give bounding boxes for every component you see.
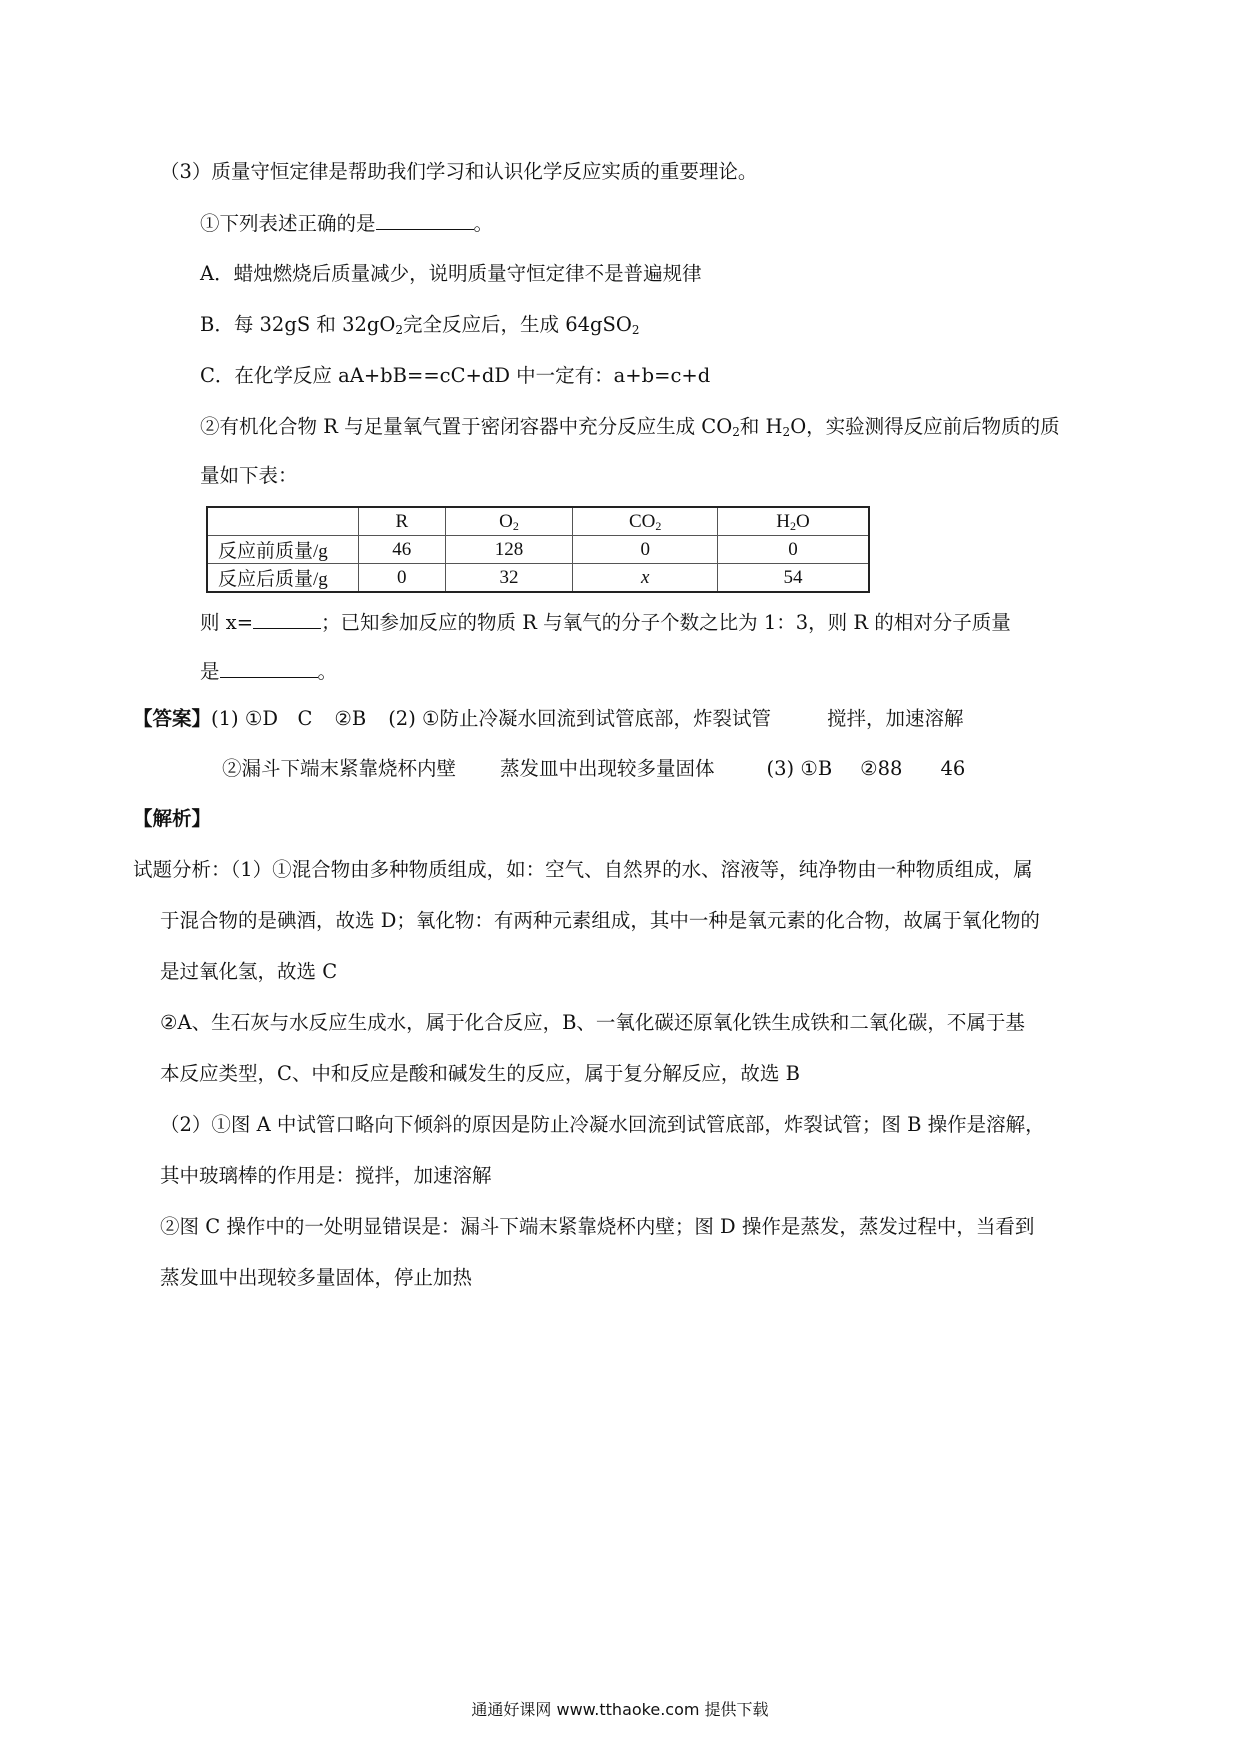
answer-part-6: 蒸发皿中出现较多量固体 [500,757,715,780]
sub2-text-2: 和 H [739,415,783,438]
cell-r-before: 46 [359,536,446,564]
analysis-line: 蒸发皿中出现较多量固体，停止加热 [160,1266,473,1289]
sub1-prompt-end: 。 [473,212,494,235]
option-b-text-1: B．每 32gS 和 32gO [200,313,396,336]
mass-table [206,506,870,593]
answer-blank-1 [376,209,474,230]
sub2-text-1: ②有机化合物 R 与足量氧气置于密闭容器中充分反应生成 CO [200,415,733,438]
after-table-text-3: 是 [200,660,220,683]
table-header-row [207,507,869,536]
question-3-intro: （3）质量守恒定律是帮助我们学习和认识化学反应实质的重要理论。 [160,160,758,183]
option-b-subscript-o2: 2 [395,323,404,337]
sub2-text-3: O，实验测得反应前后物质的质 [790,415,1060,438]
answer-line1 [133,705,964,733]
cell-co2-before: 0 [573,536,718,564]
analysis-line: 其中玻璃棒的作用是：搅拌，加速溶解 [160,1164,492,1187]
analysis-line: 于混合物的是碘酒，故选 D；氧化物：有两种元素组成，其中一种是氧元素的化合物，故属于氧化物的 [160,909,1040,932]
after-table-text-1: 则 x= [200,611,254,634]
table-corner-cell [207,507,359,536]
answer-part-8: ②88 [860,757,903,780]
option-a: A．蜡烛燃烧后质量减少，说明质量守恒定律不是普遍规律 [200,262,702,285]
option-c: C．在化学反应 aA+bB==cC+dD 中一定有：a+b=c+d [200,364,711,387]
cell-h2o-after: 54 [718,564,869,593]
answer-part-4: 搅拌，加速溶解 [827,707,964,730]
header-h2o: $H_2O$ [718,507,869,536]
row-label-after: 反应后质量/g [207,564,359,593]
after-table-text-2: ；已知参加反应的物质 R 与氧气的分子个数之比为 1：3，则 R 的相对分子质量 [321,611,1011,634]
sub2-subscript-co2: 2 [732,425,740,439]
question-3-sub2-line1 [200,413,1060,441]
answer-blank-x [253,608,321,629]
after-table-line1 [200,608,1011,637]
analysis-line: 是过氧化氢，故选 C [160,960,338,983]
row-label-before: 反应前质量/g [207,536,359,564]
cell-h2o-before: 0 [718,536,869,564]
cell-o2-after: 32 [445,564,573,593]
header-o2: $O_2$ [445,507,573,536]
sub2-subscript-h2o: 2 [782,425,791,439]
cell-co2-after: x [573,564,718,593]
header-co2: $CO_2$ [573,507,718,536]
question-3-sub2-line2: 量如下表： [200,464,298,487]
analysis-line: 本反应类型，C、中和反应是酸和碱发生的反应，属于复分解反应，故选 B [160,1062,800,1085]
header-r: R [359,507,446,536]
after-table-text-4: 。 [317,660,338,683]
after-table-line2 [200,657,337,686]
question-3-sub1 [200,209,493,238]
sub1-prompt: ①下列表述正确的是 [200,212,376,235]
answer-part-5: ②漏斗下端末紧靠烧杯内壁 [222,757,457,780]
cell-o2-before: 128 [445,536,573,564]
analysis-line: 试题分析：（1）①混合物由多种物质组成，如：空气、自然界的水、溶液等，纯净物由一种物质组成，属 [133,858,1033,881]
answer-part-1: (1) ①D C [211,707,313,730]
table-row [207,536,869,564]
option-b-text-2: 完全反应后，生成 64gSO [403,313,632,336]
page-footer: 通通好课网 www.tthaoke.com 提供下载 [471,1700,769,1719]
analysis-line: ②A、生石灰与水反应生成水，属于化合反应，B、一氧化碳还原氧化铁生成铁和二氧化碳，不属于基 [160,1011,1025,1034]
table-row [207,564,869,593]
answer-blank-mass [220,657,318,678]
analysis-line: ②图 C 操作中的一处明显错误是：漏斗下端末紧靠烧杯内壁；图 D 操作是蒸发，蒸发过程中，当看到 [160,1215,1035,1238]
answer-part-7: (3) ①B [766,757,833,780]
analysis-label: 【解析】 [133,807,212,830]
analysis-line: （2）①图 A 中试管口略向下倾斜的原因是防止冷凝水回流到试管底部，炸裂试管；图 B 操作是溶解， [160,1113,1045,1136]
option-b-subscript-so2: 2 [631,323,640,337]
answer-label: 【答案】 [133,707,212,730]
answer-part-3: (2) ①防止冷凝水回流到试管底部，炸裂试管 [388,707,771,730]
answer-part-2: ②B [334,707,367,730]
answer-line2 [222,755,965,783]
answer-part-9: 46 [940,757,966,780]
option-b [200,311,640,339]
cell-r-after: 0 [359,564,446,593]
